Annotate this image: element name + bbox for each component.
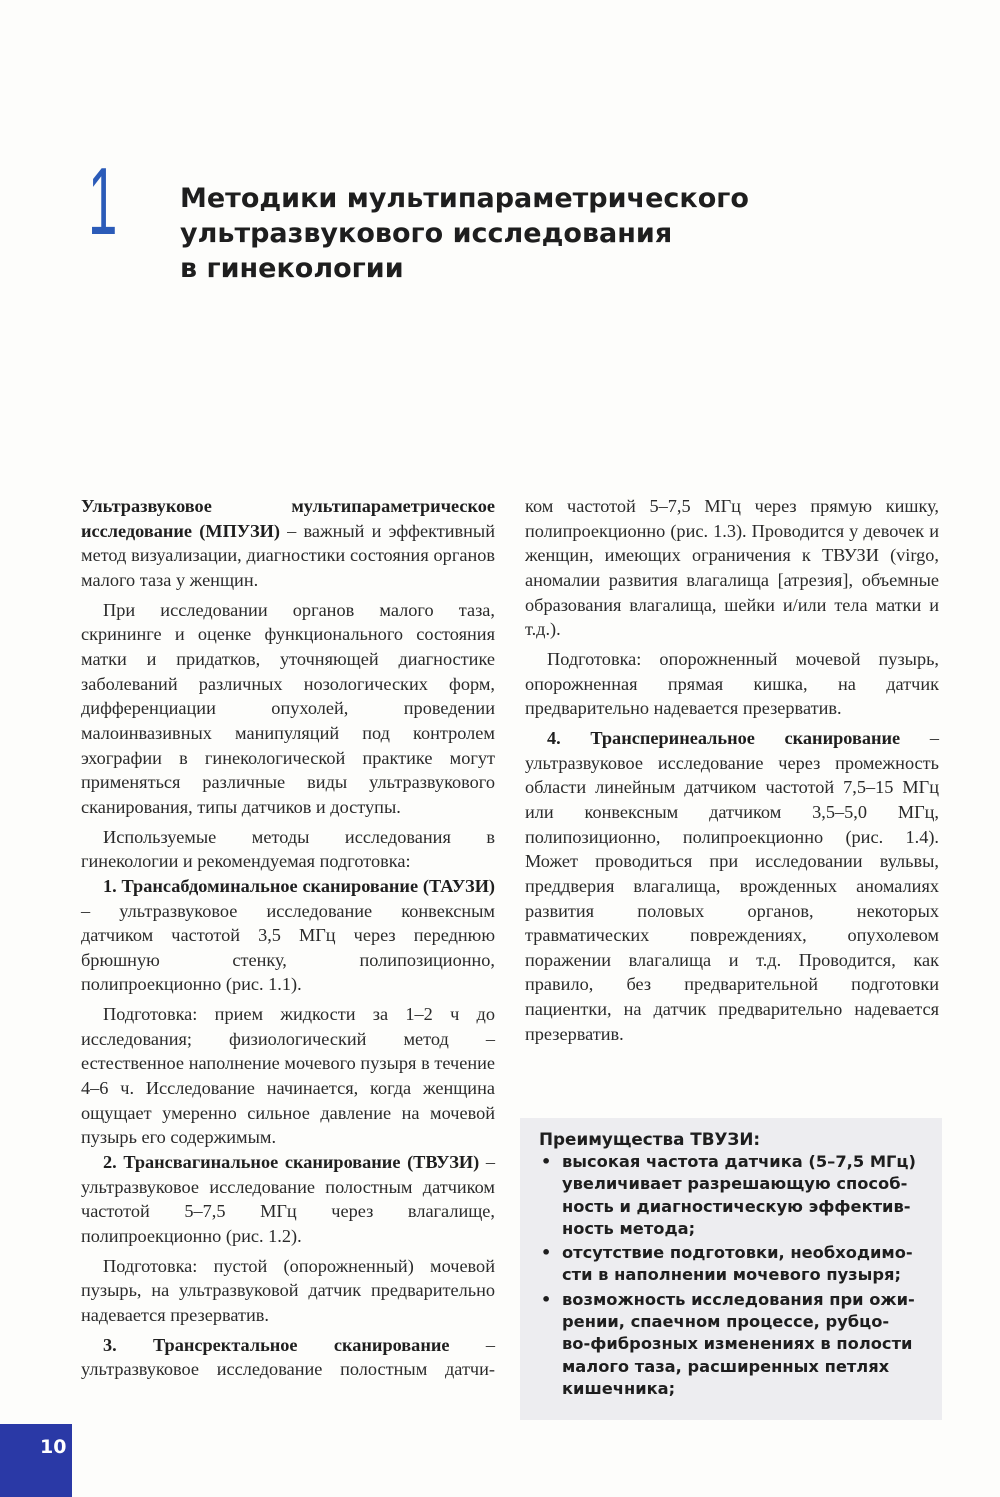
left-column (81, 494, 495, 1382)
callout-tvuzi-advantages (520, 1118, 942, 1420)
paragraph-method-3-prep: Подготовка: опорожненный мочевой пузырь, опорожненная прямая кишка, на датчик предварительно надевается презерватив. (525, 648, 939, 719)
page-number-tab (0, 1424, 72, 1497)
bullet-icon: • (541, 1289, 552, 1309)
list-item: • отсутствие подготовки, необходимо- сти в наполнении мочевого пузыря; (541, 1243, 913, 1285)
paragraph-method-3-cont: ком частотой 5–7,5 МГц через прямую кишку, полипроекционно (рис. 1.3). Проводится у девочек и женщин, имеющих ограничения к ТВУЗИ (virgo, аномалии развития влагалища [атрезия], объемные образования влагалища, шейки и/или тела матки и т.д.). (525, 496, 939, 640)
page-number: 10 (40, 1436, 67, 1458)
chapter-number: 1 (88, 148, 118, 255)
list-item: • высокая частота датчика (5–7,5 МГц) увеличивает разрешающую способ- ность и диагностическую эффектив- ность метода; (541, 1152, 916, 1238)
chapter-title-line: ультразвукового исследования (180, 218, 673, 249)
list-item: • возможность исследования при ожи- рении, спаечном процессе, рубцо- во-фиброзных изменениях в полости малого таза, расширенных петлях кишечника; (541, 1289, 915, 1398)
right-column (525, 494, 939, 1046)
term-tvuzi: 2. Трансвагинальное сканирование (ТВУЗИ) (103, 1152, 480, 1173)
paragraph-method-4: 4. Трансперинеальное сканирование – ультразвуковое исследование через промежность области линейным датчиком частотой 7,5–15 МГц или конвексным датчиком 3,5–5,0 МГц, полипозиционно, полипроекционно (рис. 1.4). Может проводиться при исследовании вульвы, преддверия влагалища, врожденных аномалиях развития половых органов, некоторых травматических повреждениях, опухолевом поражении влагалища и т.д. Проводится, как правило, без предварительной подготовки пациентки, на датчик предварительно надевается презерватив. (525, 727, 939, 1044)
chapter-title-line: Методики мультипараметрического (180, 183, 749, 214)
paragraph-method-2: 2. Трансвагинальное сканирование (ТВУЗИ) – ультразвуковое исследование полостным датчиком частотой 5–7,5 МГц через влагалище, полипроекционно (рис. 1.2). (81, 1152, 495, 1247)
paragraph-method-1-prep: Подготовка: прием жидкости за 1–2 ч до исследования; физиологический метод – естественное наполнение мочевого пузыря в течение 4–6 ч. Исследование начинается, когда женщина ощущает умеренно сильное давление на мочевой пузырь его содержимым. (81, 1004, 495, 1148)
paragraph-intro: Ультразвуковое мультипараметрическое исследование (МПУЗИ) – важный и эффективный метод визуализации, диагностики состояния органов малого таза у женщин. (81, 496, 495, 590)
callout-title: Преимущества ТВУЗИ: (539, 1129, 761, 1149)
chapter-title-line: в гинекологии (180, 253, 404, 284)
term-mpuzi: Ультразвуковое мультипараметрическое исследование (МПУЗИ) (81, 496, 495, 541)
paragraph-scope: При исследовании органов малого таза, скрининге и оценке функционального состояния матки и придатков, уточняющей диагностике заболеваний различных нозологических форм, дифференциации опухолей, проведении малоинвазивных манипуляций под контролем эхографии в гинекологической практике могут применяться различные виды ультразвукового сканирования, типы датчиков и доступы. (81, 599, 495, 817)
term-tauzi: 1. Трансабдоминальное сканирование (ТАУЗИ) (103, 875, 495, 896)
bullet-icon: • (541, 1152, 552, 1171)
paragraph-methods-intro: Используемые методы исследования в гинекологии и рекомендуемая подготовка: (81, 826, 495, 872)
chapter-title (180, 181, 880, 286)
paragraph-method-3: 3. Трансректальное сканирование – ультразвуковое исследование полостным датчи- (81, 1334, 495, 1380)
paragraph-method-1: 1. Трансабдоминальное сканирование (ТАУЗИ) – ультразвуковое исследование конвексным датчиком частотой 3,5 МГц через переднюю брюшную стенку, полипозиционно, полипроекционно (рис. 1.1). (81, 875, 495, 995)
paragraph-method-2-prep: Подготовка: пустой (опорожненный) мочевой пузырь, на ультразвуковой датчик предварительно надевается презерватив. (81, 1255, 495, 1325)
term-transperineal: 4. Трансперинеальное сканирование (547, 727, 901, 748)
advantages-list (539, 1151, 939, 1402)
term-transrectal: 3. Трансректальное сканирование (103, 1334, 450, 1355)
bullet-icon: • (541, 1243, 552, 1263)
